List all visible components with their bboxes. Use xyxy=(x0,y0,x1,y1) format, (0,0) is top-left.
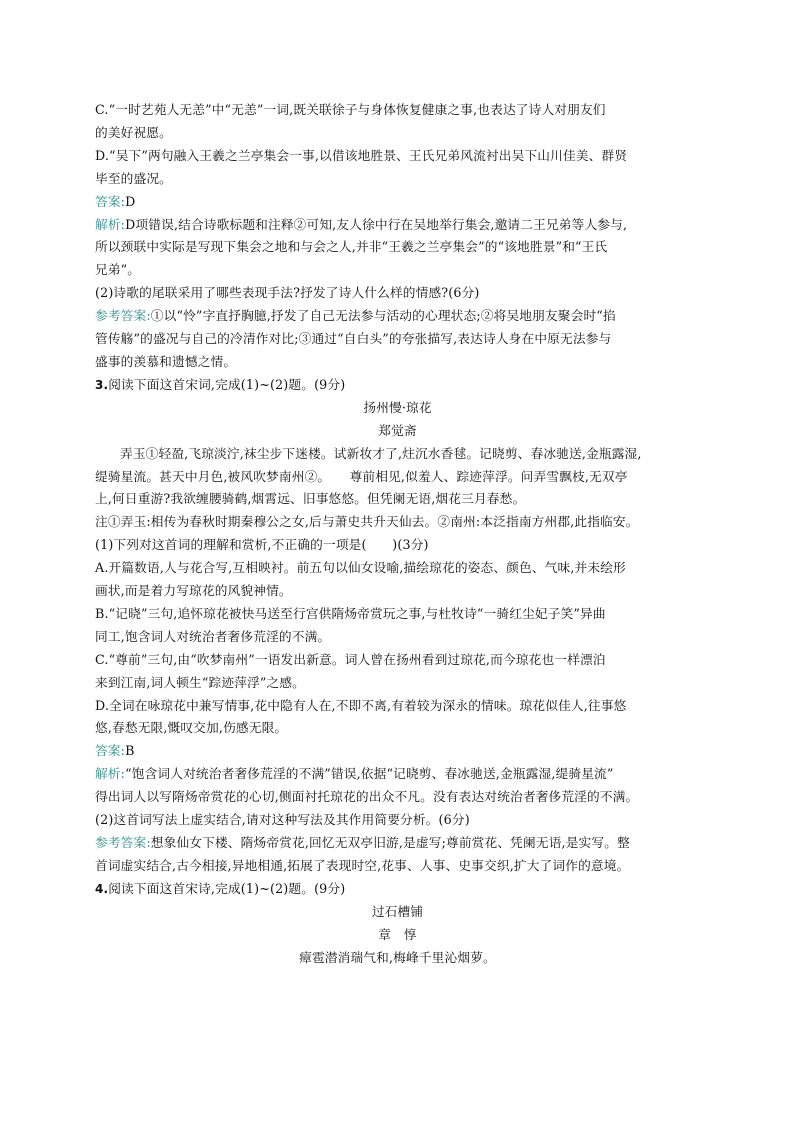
q3-option-a-line2: 画状,而是着力写琼花的风貌神情。 xyxy=(95,583,292,599)
q3-option-b-line1: B.“记晓”三句,追怀琼花被快马送至行宫供隋炀帝赏玩之事,与杜牧诗“一骑红尘妃子笑”异曲 xyxy=(95,605,606,621)
q3-analysis-line1 xyxy=(95,763,700,786)
q2-reference-line3: 盛事的羡慕和遗憾之情。 xyxy=(95,353,237,369)
q3-poem-line2: 缇骑星流。甚天中月色,被风吹梦南州②。 尊前相见,似羞人、踪迹萍浮。问弄雪飘枝,无双亭 xyxy=(95,468,628,484)
q3-option-b-line2: 同工,饱含词人对统治者奢侈荒淫的不满。 xyxy=(95,628,331,644)
q3-number: 3. xyxy=(95,377,109,392)
q2-answer xyxy=(95,191,700,214)
q3-subquestion-1: (1)下列对这首词的理解和赏析,不正确的一项是( )(3分) xyxy=(95,537,429,553)
q2-option-d-line2: 毕至的盛况。 xyxy=(95,170,173,186)
answer-value: D xyxy=(125,193,136,209)
q2-option-d-line1: D.“吴下”两句融入王羲之兰亭集会一事,以借该地胜景、王氏兄弟风流衬出吴下山川佳美、群贤 xyxy=(95,147,628,163)
q2-analysis-line3: 兄弟”。 xyxy=(95,262,141,278)
q4-heading xyxy=(95,878,700,901)
reference-text: ①以“怜”字直抒胸臆,抒发了自己无法参与活动的心理状态;②将吴地朋友聚会时“掐 xyxy=(150,308,616,324)
analysis-label: 解析: xyxy=(95,216,126,232)
q3-analysis-line2: 得出词人以写隋炀帝赏花的心切,侧面衬托琼花的出众不凡。没有表达对统治者奢侈荒淫的不满。 xyxy=(95,789,639,805)
q4-poem-author: 章 惇 xyxy=(378,926,417,942)
reference-label: 参考答案: xyxy=(95,308,151,324)
q2-analysis-line1 xyxy=(95,214,700,237)
q3-option-a-line1: A.开篇数语,人与花合写,互相映衬。前五句以仙女设喻,描绘琼花的姿态、颜色、气味,并未绘形 xyxy=(95,560,626,576)
answer-value: B xyxy=(125,743,135,759)
q4-prompt: 阅读下面这首宋诗,完成(1)~(2)题。(9分) xyxy=(108,880,346,896)
q3-subquestion-2: (2)这首词写法上虚实结合,请对这种写法及其作用简要分析。(6分) xyxy=(95,812,470,828)
reference-label: 参考答案: xyxy=(95,835,151,850)
q4-number: 4. xyxy=(95,881,109,896)
analysis-text: “饱含词人对统治者奢侈荒淫的不满”错误,依据“记晓剪、春冰驰送,金瓶露湿,缇骑星流” xyxy=(125,766,614,782)
q3-heading xyxy=(95,374,700,397)
q3-option-d-line2: 悠,春愁无限,慨叹交加,伤感无限。 xyxy=(95,720,288,736)
q3-option-c-line2: 来到江南,词人顿生“踪迹萍浮”之感。 xyxy=(95,674,306,690)
q4-poem-line1: 瘴雹潜消瑞气和,梅峰千里沁烟萝。 xyxy=(299,949,496,965)
q3-option-d-line1: D.全词在咏琼花中兼写情事,花中隐有人在,不即不离,有着较为深永的情味。琼花似佳人,往事悠 xyxy=(95,697,627,713)
analysis-label: 解析: xyxy=(95,766,126,782)
q3-note: 注①弄玉:相传为春秋时期秦穆公之女,后与萧史共升天仙去。②南州:本泛指南方州郡,此指临安。 xyxy=(95,514,639,530)
document-page xyxy=(95,99,700,969)
q3-poem-author: 郑觉斋 xyxy=(378,422,417,438)
q2-reference-line2: 管传觞”的盛况与自己的冷清作对比;③通过“自白头”的夸张描写,表达诗人身在中原无法参与 xyxy=(95,331,612,347)
q2-option-c-line2: 的美好祝愿。 xyxy=(95,124,173,140)
q2-subquestion-2: (2)诗歌的尾联采用了哪些表现手法?抒发了诗人什么样的情感?(6分) xyxy=(95,285,480,301)
q3-reference-line1 xyxy=(95,832,700,855)
q2-option-c-line1: C.“一时艺苑人无恙”中“无恙”一词,既关联徐子与身体恢复健康之事,也表达了诗人对朋友们 xyxy=(95,102,606,117)
q3-prompt: 阅读下面这首宋词,完成(1)~(2)题。(9分) xyxy=(108,376,346,392)
q3-poem-line3: 上,何日重游?我欲缠腰骑鹤,烟霄远、旧事悠悠。但凭阑无语,烟花三月春愁。 xyxy=(95,491,526,507)
q3-poem-title: 扬州慢·琼花 xyxy=(363,399,432,415)
q3-option-c-line1: C.“尊前”三句,由“吹梦南州”一语发出新意。词人曾在扬州看到过琼花,而今琼花也一样漂泊 xyxy=(95,651,606,667)
answer-label: 答案: xyxy=(95,193,126,209)
q4-poem-title: 过石槽铺 xyxy=(371,903,424,919)
answer-label: 答案: xyxy=(95,743,126,759)
q3-answer xyxy=(95,740,700,763)
q3-reference-line2: 首词虚实结合,古今相接,异地相通,拓展了表现时空,花事、人事、史事交织,扩大了词作的意境。 xyxy=(95,857,630,873)
analysis-text: D项错误,结合诗歌标题和注释②可知,友人徐中行在吴地举行集会,邀请二王兄弟等人参与, xyxy=(125,216,628,232)
q3-poem-line1: 弄玉①轻盈,飞琼淡泞,袜尘步下迷楼。试新妆才了,炷沉水香毬。记晓剪、春冰驰送,金瓶露湿, xyxy=(120,445,642,461)
reference-text: 想象仙女下楼、隋炀帝赏花,回忆无双亭旧游,是虚写;尊前赏花、凭阑无语,是实写。整 xyxy=(150,835,630,850)
q2-reference-line1 xyxy=(95,305,700,328)
q2-analysis-line2: 所以颈联中实际是写现下集会之地和与会之人,并非“王羲之兰亭集会”的“该地胜景”和“王氏 xyxy=(95,239,608,255)
